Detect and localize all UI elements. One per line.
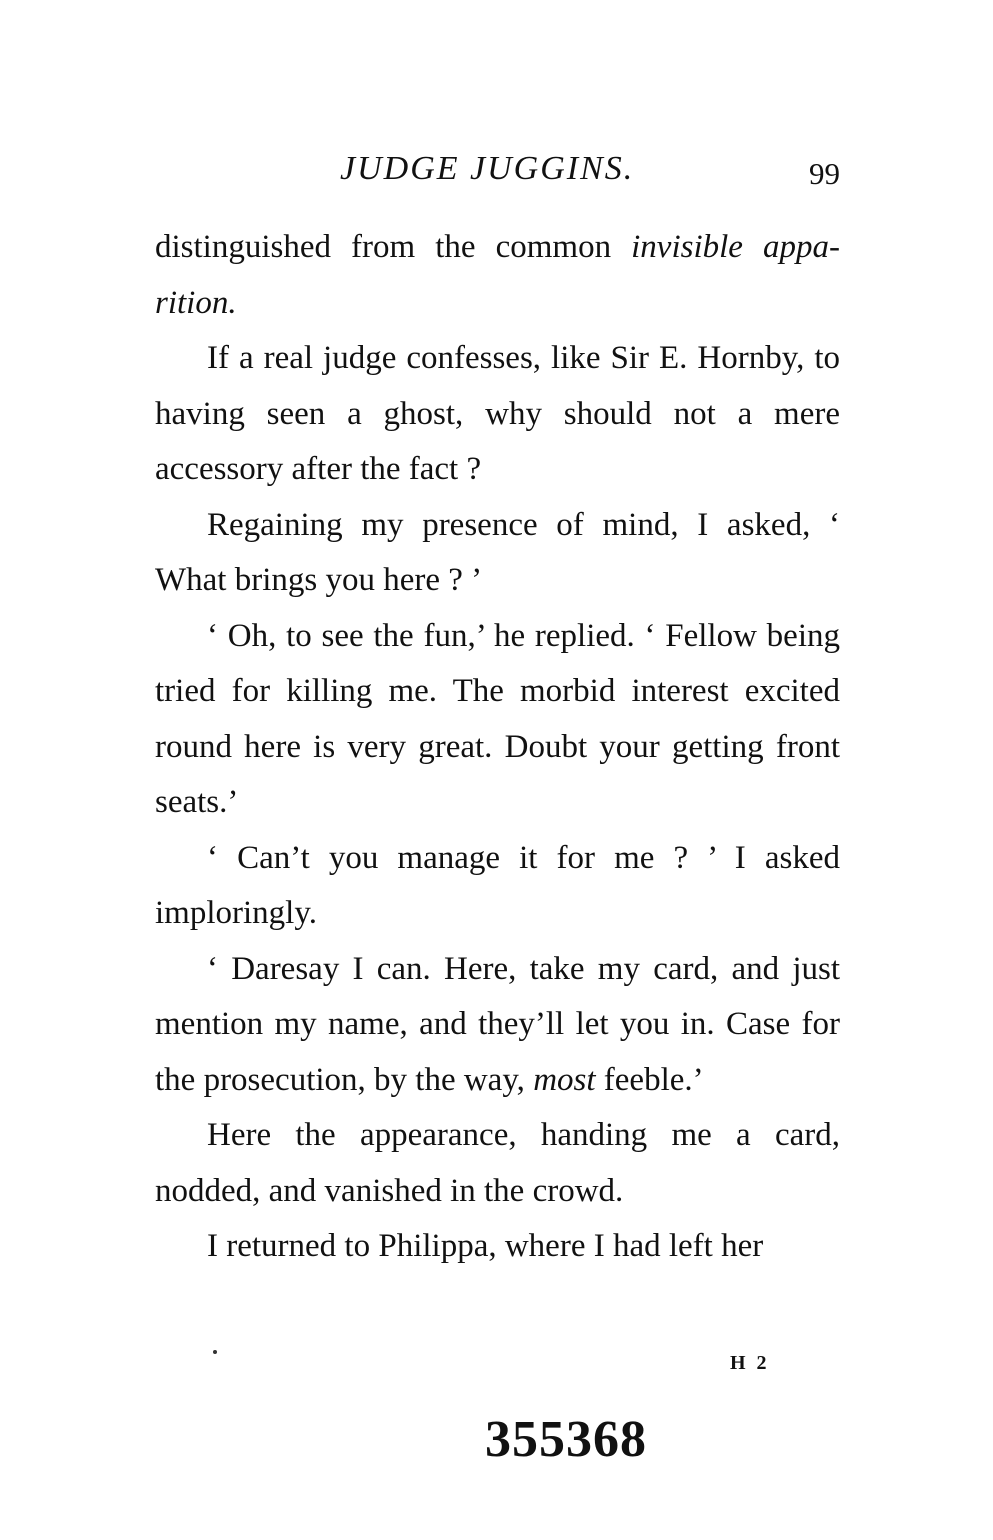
- text-run: ‘ Oh, to see the fun,’ he replied. ‘ Fellow being tried for killing me. The morbid interest excited round here is very great. Doubt your getting front seats.’: [155, 617, 840, 820]
- running-head: [155, 150, 840, 200]
- paragraph: [155, 942, 840, 1109]
- paragraph: [155, 220, 840, 331]
- text-run: If a real judge confesses, like Sir E. Hornby, to having seen a ghost, why should not a mere accessory after the fact ?: [155, 340, 840, 487]
- text-run: Regaining my presence of mind, I asked, ‘ What brings you here ? ’: [155, 506, 840, 598]
- text-run-italic: invisible appa-rition.: [155, 229, 840, 321]
- text-run: Here the appearance, handing me a card, nodded, and vanished in the crowd.: [155, 1117, 840, 1209]
- paragraph: [155, 1108, 840, 1219]
- library-stamp: 355368: [485, 1411, 647, 1468]
- text-run-italic: most: [533, 1061, 596, 1098]
- text-run: ‘ Can’t you manage it for me ? ’ I asked imploringly.: [155, 839, 840, 931]
- paragraph: [155, 1219, 840, 1275]
- paragraph: [155, 498, 840, 609]
- text-run: I returned to Philippa, where I had left her: [207, 1228, 764, 1264]
- text-run: distinguished from the common: [155, 229, 632, 265]
- signature-mark: H 2: [730, 1352, 770, 1374]
- text-run: feeble.’: [595, 1061, 704, 1098]
- page-number: 99: [809, 156, 840, 191]
- paragraph: [155, 331, 840, 498]
- ink-speck: [213, 1350, 217, 1354]
- paragraph: [155, 609, 840, 831]
- running-title: JUDGE JUGGINS.: [340, 150, 635, 187]
- text-run: ‘ Daresay I can. Here, take my card, and just mention my name, and they’ll let you in. Case for the prosecution, by the way,: [155, 950, 840, 1098]
- paragraph: [155, 831, 840, 942]
- body-text: [155, 220, 840, 1275]
